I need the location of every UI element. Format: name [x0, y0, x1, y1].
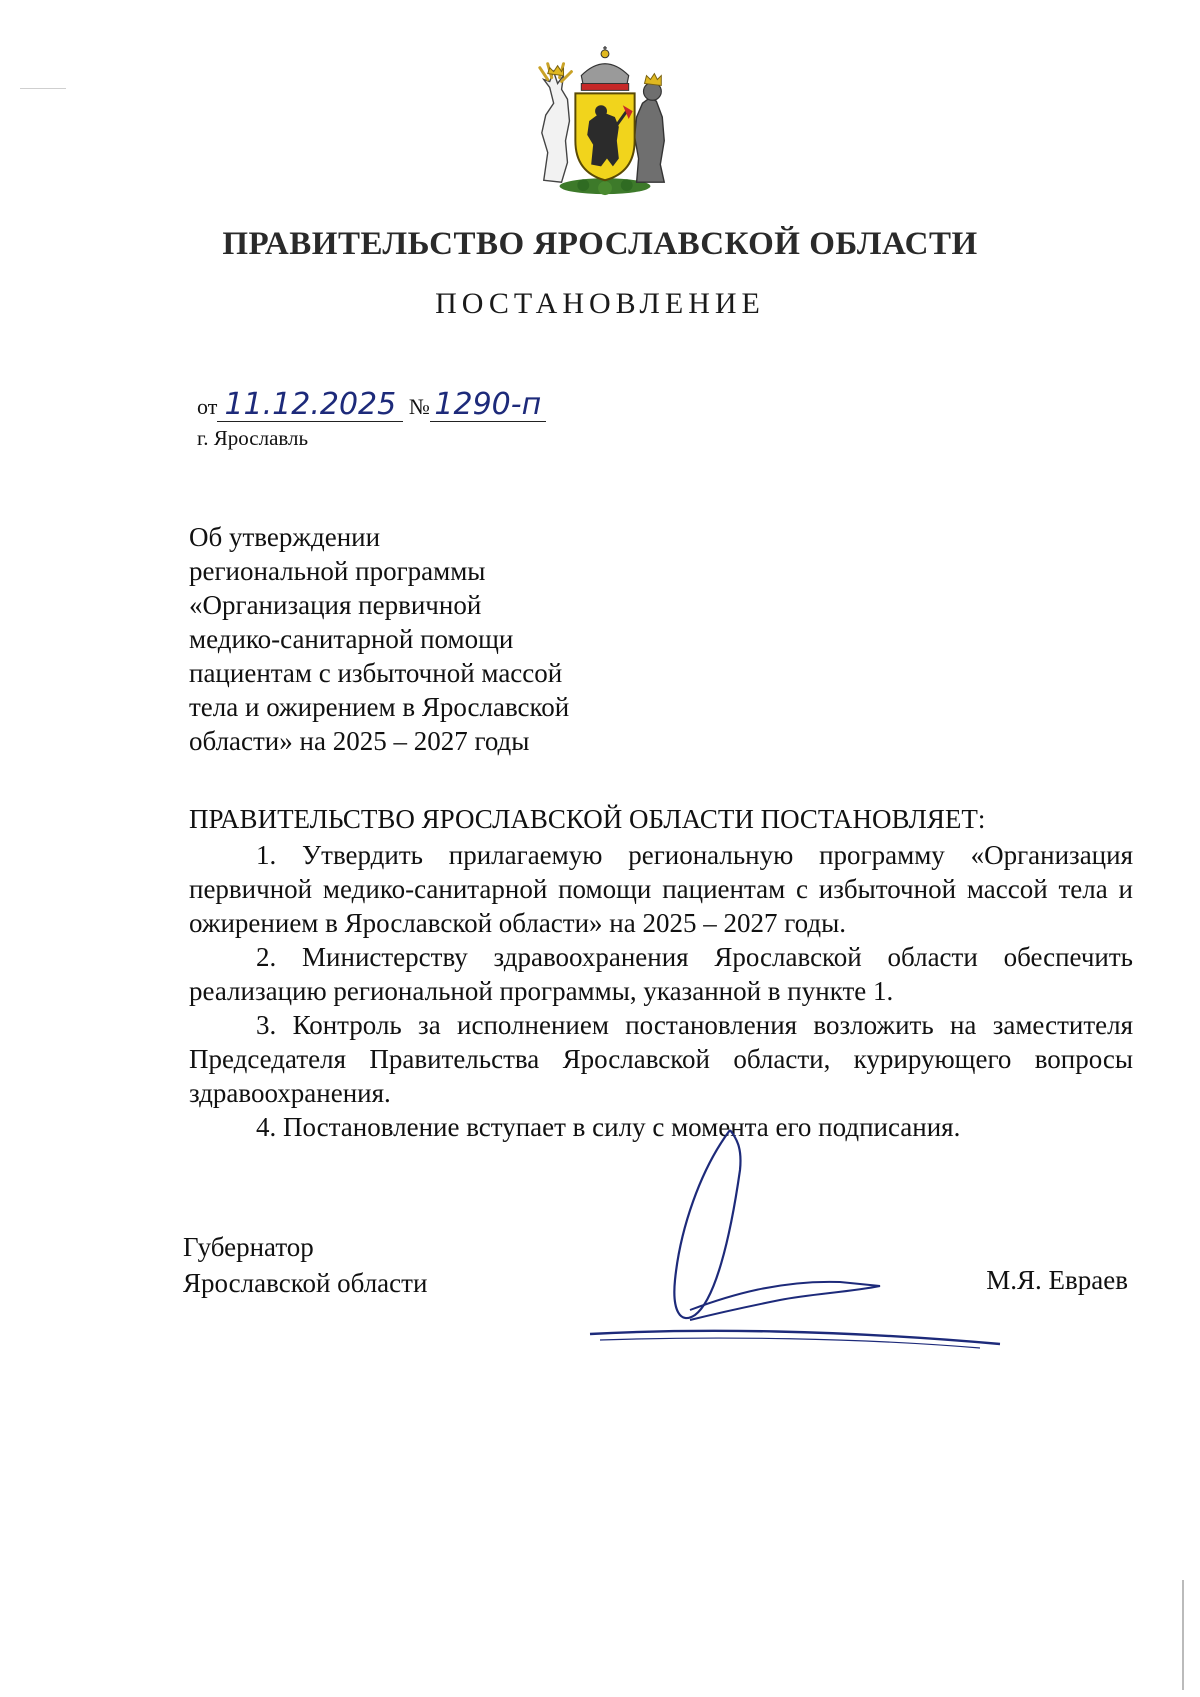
handwritten-signature: [580, 1110, 1060, 1360]
date-prefix: от: [197, 394, 218, 419]
signatory-position: [183, 1229, 427, 1301]
handwritten-date: 11.12.2025: [224, 387, 397, 422]
decree-item: 3. Контроль за исполнением постановления возложить на заместителя Председателя Правительства Ярославской области, курирующего вопросы здравоохранения.: [189, 1010, 1133, 1108]
decree-item: 1. Утвердить прилагаемую региональную программу «Организация первичной медико-санитарной помощи пациентам с избыточной массой тела и ожирением в Ярославской области» на 2025 – 2027 годы.: [189, 840, 1133, 938]
decree-item: 4. Постановление вступает в силу с момента его подписания.: [256, 1112, 961, 1142]
number-prefix: №: [408, 394, 430, 419]
document-type-title: ПОСТАНОВЛЕНИЕ: [435, 287, 765, 320]
document-subject: [189, 520, 609, 758]
subject-line: Об утверждении: [189, 522, 381, 552]
resolve-heading: ПРАВИТЕЛЬСТВО ЯРОСЛАВСКОЙ ОБЛАСТИ ПОСТАНОВЛЯЕТ:: [189, 804, 986, 834]
signatory-name: М.Я. Евраев: [986, 1265, 1128, 1295]
subject-line: медико-санитарной помощи: [189, 624, 514, 654]
subject-line: пациентам с избыточной массой: [189, 658, 563, 688]
coat-of-arms-icon: [526, 42, 684, 200]
subject-line: «Организация первичной: [189, 590, 482, 620]
organization-title: ПРАВИТЕЛЬСТВО ЯРОСЛАВСКОЙ ОБЛАСТИ: [222, 226, 978, 262]
signatory-title: Губернатор: [183, 1232, 314, 1262]
handwritten-number: 1290-п: [434, 387, 542, 422]
signatory-region: Ярославской области: [183, 1268, 428, 1298]
scan-dust-mark: [20, 88, 66, 89]
subject-line: тела и ожирением в Ярославской: [189, 692, 570, 722]
decree-body: [189, 838, 1133, 1144]
date-number-line: [197, 387, 546, 422]
city-line: г. Ярославль: [197, 426, 309, 450]
subject-line: области» на 2025 – 2027 годы: [189, 726, 530, 756]
number-blank: [430, 387, 546, 422]
date-blank: [217, 387, 403, 422]
decree-item: 2. Министерству здравоохранения Ярославской области обеспечить реализацию региональной программы, указанной в пункте 1.: [189, 942, 1133, 1006]
subject-line: региональной программы: [189, 556, 486, 586]
scan-edge-mark: [1182, 1580, 1184, 1690]
